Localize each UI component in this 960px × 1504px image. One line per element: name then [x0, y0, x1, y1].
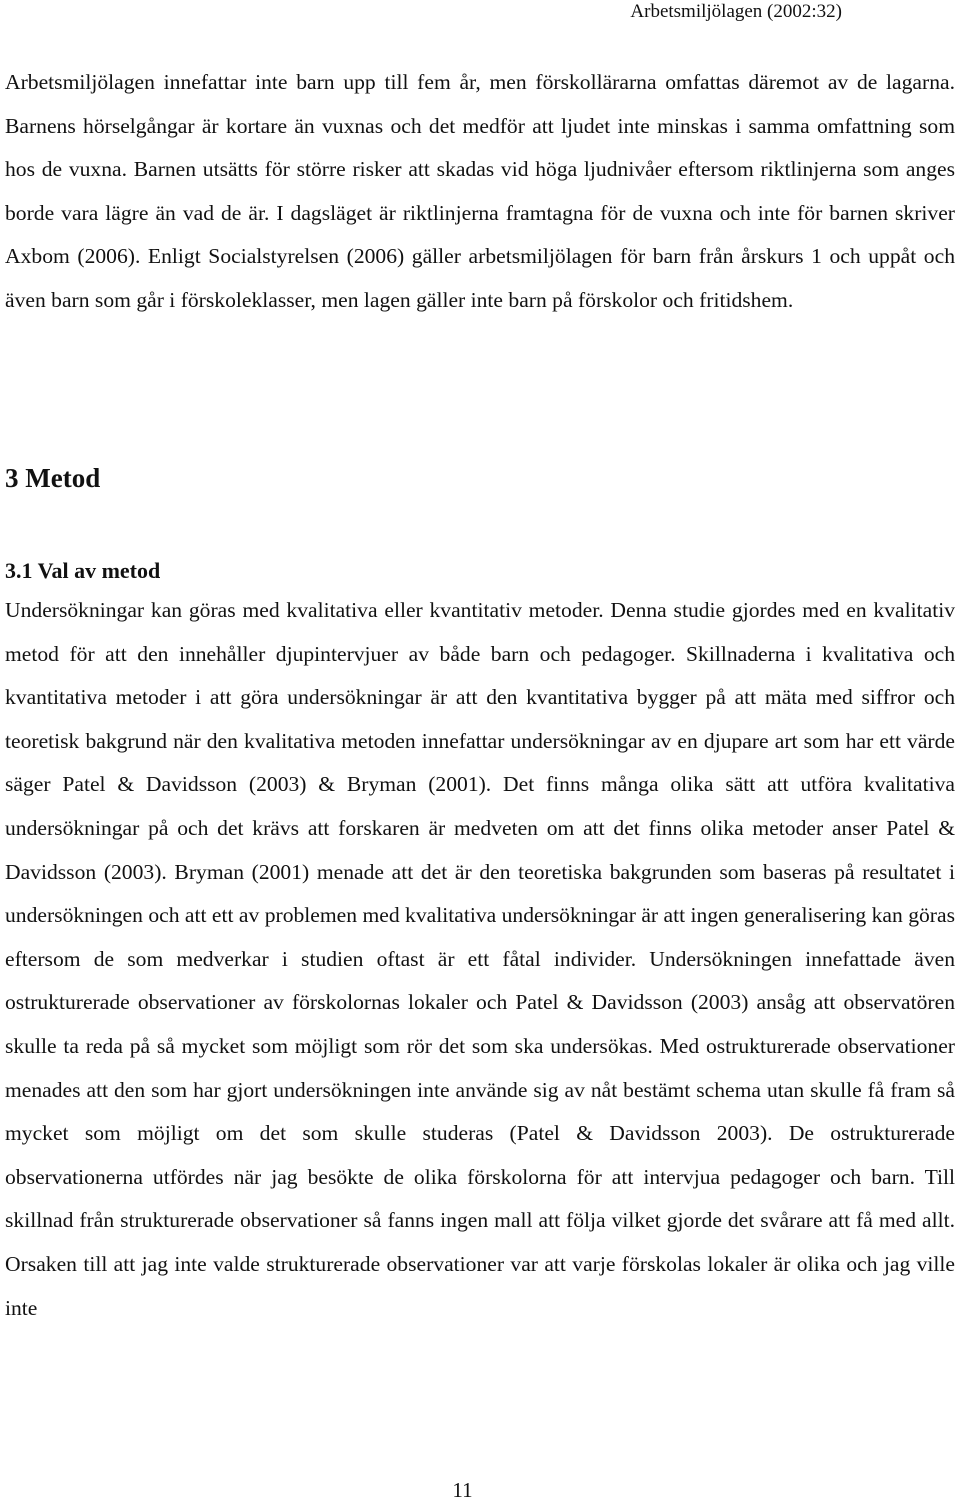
- running-header: Arbetsmiljölagen (2002:32): [630, 1, 842, 22]
- body-paragraph: Arbetsmiljölagen innefattar inte barn upp till fem år, men förskollärarna omfattas däremot av de lagarna. Barnens hörselgångar är kortare än vuxnas och det medför att ljudet inte minskas i samma omfattning som hos de vuxna. Barnen utsätts för större risker att skadas vid höga ljudnivåer eftersom riktlinjerna som anges borde vara lägre än vad de är. I dagsläget är riktlinjerna framtagna för de vuxna och inte för barnen skriver Axbom (2006). Enligt Socialstyrelsen (2006) gäller arbetsmiljölagen för barn från årskurs 1 och uppåt och även barn som går i förskoleklasser, men lagen gäller inte barn på förskolor och fritidshem.: [5, 70, 955, 312]
- page-number: 11: [452, 1478, 473, 1502]
- intro-section: [5, 61, 955, 323]
- method-section: [5, 589, 955, 1330]
- section-heading: 3 Metod: [5, 463, 101, 493]
- subsection-heading: 3.1 Val av metod: [5, 558, 161, 583]
- body-paragraph: Undersökningar kan göras med kvalitativa eller kvantitativ metoder. Denna studie gjordes med en kvalitativ metod för att den innehåller djupintervjuer av både barn och pedagoger. Skillnaderna i kvalitativa och kvantitativa metoder i att göra undersökningar är att den kvantitativa bygger på att mäta med siffror och teoretisk bakgrund när den kvalitativa metoden innefattar undersökningar av en djupare art som har ett värde säger Patel & Davidsson (2003) & Bryman (2001). Det finns många olika sätt att utföra kvalitativa undersökningar på och det krävs att forskaren är medveten om att det finns olika metoder anser Patel & Davidsson (2003). Bryman (2001) menade att det är den teoretiska bakgrunden som baseras på resultatet i undersökningen och att ett av problemen med kvalitativa undersökningar är att ingen generalisering kan göras eftersom de som medverkar i studien oftast är ett fåtal individer. Undersökningen innefattade även ostrukturerade observationer av förskolornas lokaler och Patel & Davidsson (2003) ansåg att observatören skulle ta reda på så mycket som möjligt som rör det som ska undersökas. Med ostrukturerade observationer menades att den som har gjort undersökningen inte använde sig av nåt bestämt schema utan skulle få fram så mycket som möjligt om det som skulle studeras (Patel & Davidsson 2003). De ostrukturerade observationerna utfördes när jag besökte de olika förskolorna för att intervjua pedagoger och barn. Till skillnad från strukturerade observationer så fanns ingen mall att följa vilket gjorde det svårare att få med allt. Orsaken till att jag inte valde strukturerade observationer var att varje förskolas lokaler är olika och jag ville inte: [5, 598, 955, 1320]
